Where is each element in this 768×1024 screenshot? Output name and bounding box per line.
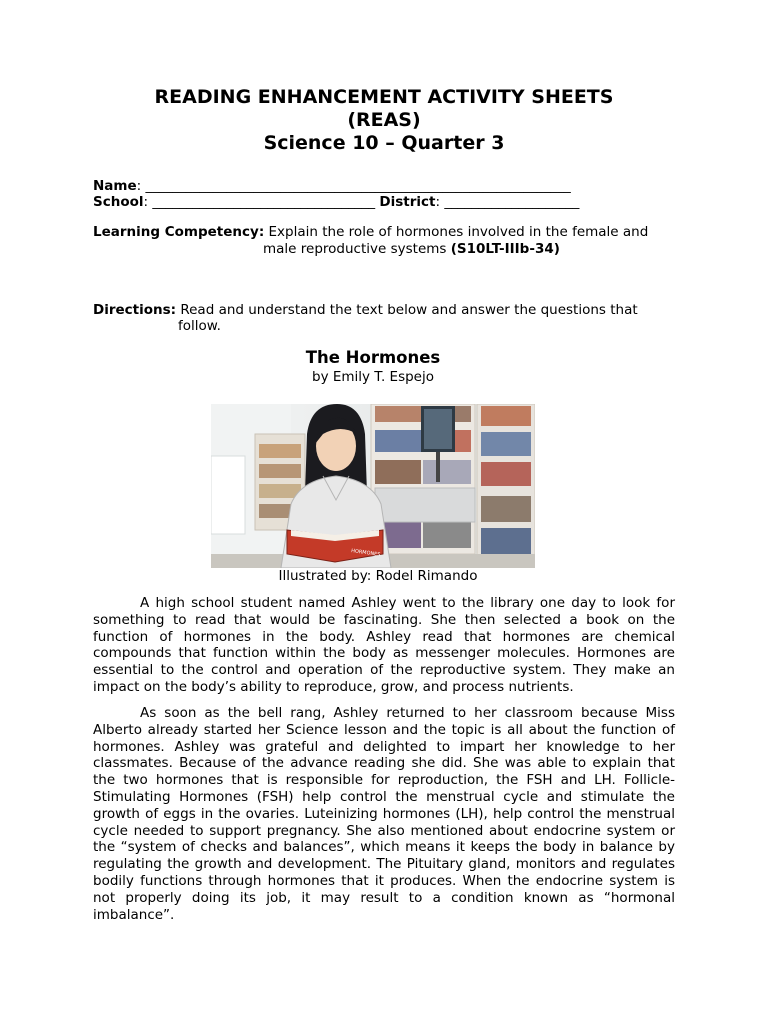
school-blank[interactable]: : _________________________________ bbox=[143, 194, 376, 210]
name-label: Name bbox=[93, 178, 137, 194]
name-field-row bbox=[93, 178, 675, 194]
competency-text-continued bbox=[93, 241, 675, 257]
book-title-text: HORMONES bbox=[350, 548, 381, 559]
school-label: School bbox=[93, 194, 144, 210]
directions-text-continued: follow. bbox=[178, 318, 221, 334]
student-info-fields bbox=[93, 178, 675, 210]
competency-text-2: male reproductive systems bbox=[263, 241, 451, 257]
caption-text: Illustrated by: Rodel Rimando bbox=[278, 568, 478, 584]
competency-code: (S10LT-IIIb-34) bbox=[450, 241, 560, 257]
name-blank[interactable]: : _______________________________________________________________ bbox=[136, 178, 571, 194]
sheet-header bbox=[93, 86, 675, 155]
competency-label: Learning Competency: bbox=[93, 224, 265, 240]
library-illustration bbox=[211, 404, 535, 568]
sheet-title-abbrev: (REAS) bbox=[347, 109, 421, 131]
learning-competency bbox=[93, 224, 675, 257]
directions-label: Directions: bbox=[93, 302, 177, 318]
story-paragraph-2: As soon as the bell rang, Ashley returned to her classroom because Miss Alberto already started her Science lesson and the topic is all about the function of hormones. Ashley was grateful and delighted to impart her knowledge to her classmates. Because of the advance reading she did. She was able to explain that the two hormones that is responsible for reproduction, the FSH and LH. Follicle-Stimulating Hormones (FSH) help control the menstrual cycle and stimulate the growth of eggs in the ovaries. Luteinizing hormones (LH), help control the menstrual cycle needed to support pregnancy. She also mentioned about endocrine system or the “system of checks and balances”, which means it keeps the body in balance by regulating the growth and development. The Pituitary gland, monitors and regulates bodily functions through hormones that it produces. When the endocrine system is not properly doing its job, it may result to a condition known as “hormonal imbalance”. bbox=[93, 705, 675, 923]
subject-quarter: Science 10 – Quarter 3 bbox=[263, 132, 505, 154]
directions bbox=[93, 302, 675, 334]
story-paragraph-1: A high school student named Ashley went to the library one day to look for something to read that would be fascinating. She then selected a book on the function of hormones in the body. Ashley read that hormones are chemical compounds that function within the body as messenger molecules. Hormones are essential to the control and operation of the reproductive system. They make an impact on the body’s ability to reproduce, grow, and process nutrients. bbox=[93, 595, 675, 695]
illustration-caption bbox=[93, 568, 675, 584]
district-label: District bbox=[379, 194, 436, 210]
competency-text: Explain the role of hormones involved in the female and bbox=[264, 224, 649, 240]
sheet-title: READING ENHANCEMENT ACTIVITY SHEETS bbox=[154, 86, 614, 108]
story-title: The Hormones bbox=[305, 348, 441, 367]
story-byline: by Emily T. Espejo bbox=[312, 369, 434, 385]
district-blank[interactable]: : ____________________ bbox=[435, 194, 580, 210]
directions-text: Read and understand the text below and answer the questions that bbox=[176, 302, 638, 318]
school-district-row bbox=[93, 194, 675, 210]
